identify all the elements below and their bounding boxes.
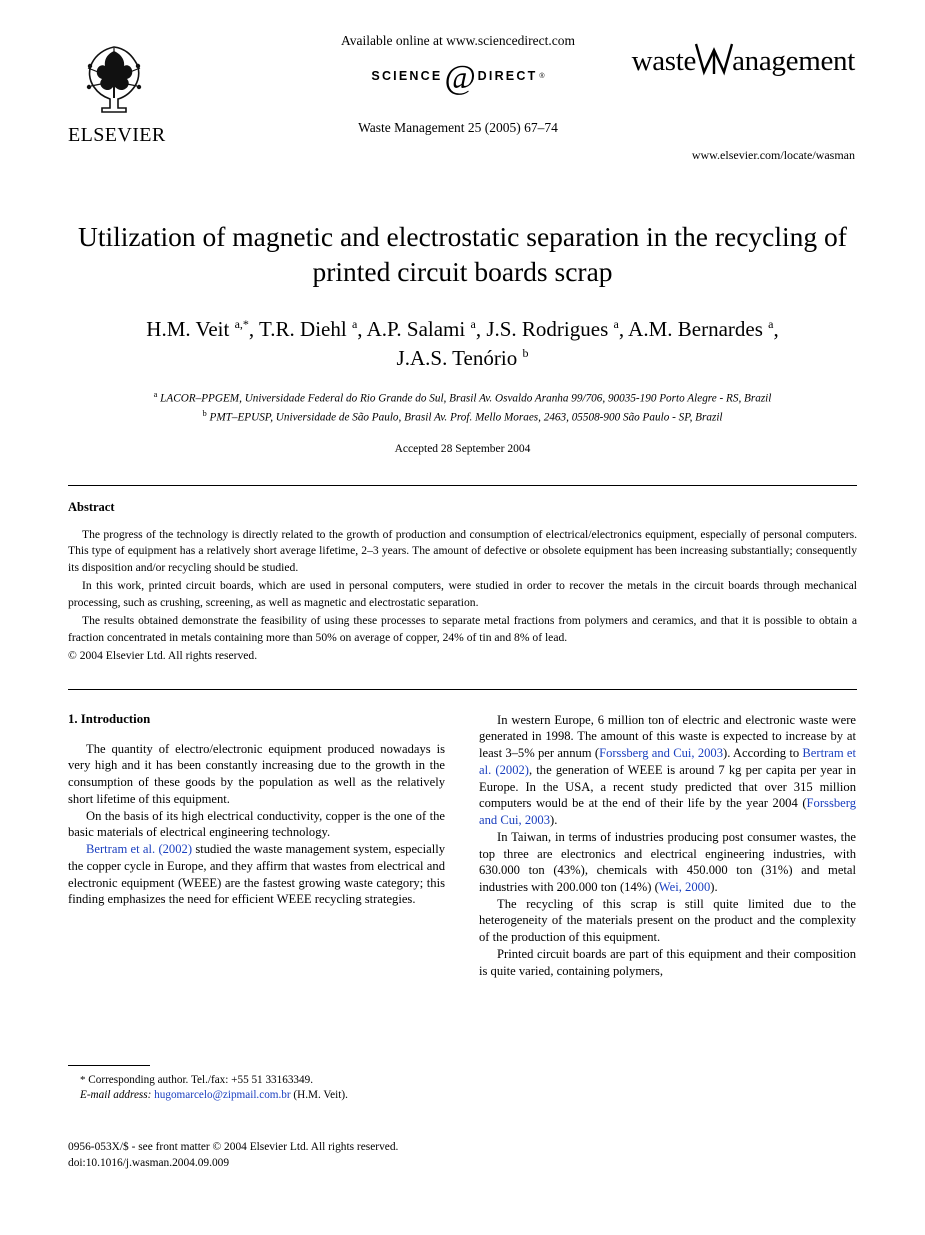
right-paragraph-1-b: ). According to xyxy=(723,746,803,761)
masthead xyxy=(68,0,855,175)
footnote-email-line xyxy=(68,1088,445,1103)
journal-url: www.elsevier.com/locate/wasman xyxy=(691,148,855,162)
sciencedirect-right-text: DIRECT xyxy=(477,69,538,83)
affiliation-a: $^a$ LACOR–PPGEM, Universidade Federal do Rio Grande do Sul, Brasil Av. Osvaldo Aranha 99/706, 90035-190 Porto Alegre - RS, Brazil xyxy=(153,389,772,405)
asterisk-icon: * xyxy=(80,1074,86,1086)
right-paragraph-1-a: In western Europe, 6 million ton of electric and electronic waste were generated in 1998. The amount of this waste is expected to increase by at least 3–5% per annum ( xyxy=(479,712,856,761)
citation-link-forssberg-1[interactable]: Forssberg and Cui, 2003 xyxy=(599,746,724,761)
divider-top xyxy=(68,485,857,486)
abstract-section xyxy=(68,500,857,665)
citation-link-bertram-2[interactable]: Bertram et al. (2002) xyxy=(479,746,857,777)
journal-citation: Waste Management 25 (2005) 67–74 xyxy=(358,120,558,135)
right-paragraph-2-a: In Taiwan, in terms of industries producing post consumer wastes, the top three are electronics and electrical engineering industries, with 630.000 ton (43%), chemicals with 450.000 ton (31%) and metal industries with 200.000 ton (14%) ( xyxy=(479,829,856,894)
intro-paragraph-1: The quantity of electro/electronic equipment produced nowadays is very high and it has been constantly increasing due to the growth in the consumption of these goods by the population as well as the relatively short lifetime of this equipment. xyxy=(68,741,445,806)
issn-line: 0956-053X/$ - see front matter © 2004 Elsevier Ltd. All rights reserved. xyxy=(68,1141,399,1153)
journal-logo-waste: waste xyxy=(631,45,697,77)
affiliation-b-text: PMT–EPUSP, Universidade de São Paulo, Brasil Av. Prof. Mello Moraes, 2463, 05508-900 São Paulo - SP, Brazil xyxy=(209,411,723,424)
divider-bottom xyxy=(68,689,857,690)
wave-m-icon xyxy=(694,42,734,84)
elsevier-tree-icon xyxy=(74,42,154,120)
author-list: H.M. Veit $^{a,*}$, T.R. Diehl $^a$, A.P. Salami $^a$, J.S. Rodrigues $^a$, A.M. Bernardes $^a$, J.A.S. Tenório $^b$ xyxy=(146,317,779,370)
footnote-email-label: E-mail address: xyxy=(80,1089,152,1102)
body-columns xyxy=(68,712,857,980)
page-title: Utilization of magnetic and electrostatic separation in the recycling of printed circuit boards scrap xyxy=(78,221,847,288)
right-paragraph-2 xyxy=(479,829,856,896)
citation-link-bertram[interactable]: Bertram et al. (2002) xyxy=(86,842,193,857)
abstract-heading: Abstract xyxy=(68,500,115,514)
sciencedirect-left-text: SCIENCE xyxy=(371,69,443,83)
intro-paragraph-3 xyxy=(68,841,445,908)
abstract-paragraph-3: The results obtained demonstrate the feasibility of using these processes to separate metal fractions from polymers and ceramics, and that it is possible to obtain a fraction concentrated in metals containing more than 50% on average of copper, 24% of tin and 8% of lead. xyxy=(68,614,857,644)
column-right xyxy=(479,712,856,980)
elsevier-wordmark: ELSEVIER xyxy=(68,124,166,146)
journal-logo-management: anagement xyxy=(732,45,855,77)
journal-logo xyxy=(565,42,855,84)
doi-line: doi:10.1016/j.wasman.2004.09.009 xyxy=(68,1156,230,1169)
available-online-text: Available online at www.sciencedirect.com xyxy=(341,33,575,48)
footnote-corresponding-text: Corresponding author. Tel./fax: +55 51 33163349. xyxy=(88,1074,313,1086)
accepted-date: Accepted 28 September 2004 xyxy=(394,443,531,455)
footnote-email-owner: (H.M. Veit). xyxy=(293,1089,348,1102)
citation-link-forssberg-2[interactable]: Forssberg and Cui, 2003 xyxy=(479,796,856,828)
right-paragraph-2-b: ). xyxy=(710,879,718,894)
at-symbol-icon: @ xyxy=(444,59,476,96)
right-paragraph-3: The recycling of this scrap is still quite limited due to the heterogeneity of the materials present on the product and the complexity of the production of this equipment. xyxy=(479,896,856,945)
page-footer xyxy=(68,1140,488,1171)
intro-paragraph-2: On the basis of its high electrical conductivity, copper is the one of the basic materials of electrical engineering technology. xyxy=(68,808,445,840)
elsevier-logo xyxy=(68,42,166,147)
abstract-paragraph-2: In this work, printed circuit boards, which are used in personal computers, were studied in order to recover the metals in the circuit boards through mechanical processing, such as crushing, screening, as well as magnetic and electrostatic separation. xyxy=(68,579,857,609)
right-paragraph-4: Printed circuit boards are part of this equipment and their composition is quite varied, containing polymers, xyxy=(479,946,856,978)
affiliation-b: $^b$ PMT–EPUSP, Universidade de São Paulo, Brasil Av. Prof. Mello Moraes, 2463, 05508-900 São Paulo - SP, Brazil xyxy=(202,408,723,424)
intro-paragraph-3-text: studied the waste management system, especially the copper cycle in Europe, and they affirm that wastes from electrical and electronic equipment (WEEE) are the fastest growing waste category; this finding emphasizes the need for efficient WEEE recycling strategies. xyxy=(68,842,446,907)
right-paragraph-1 xyxy=(479,712,856,829)
affiliations xyxy=(76,388,849,426)
right-paragraph-1-c: , the generation of WEEE is around 7 kg per capita per year in Europe. In the USA, a recent study predicted that over 315 million computers would be at the end of their life by the year 2004 ( xyxy=(479,762,856,811)
footnote-corresponding-author xyxy=(68,1073,445,1088)
footnote-divider xyxy=(68,1065,150,1066)
title-block xyxy=(76,219,849,455)
email-link[interactable]: hugomarcelo@zipmail.com.br xyxy=(154,1089,291,1102)
abstract-paragraph-1: The progress of the technology is directly related to the growth of production and consumption of electrical/electronics equipment, especially of personal computers. This type of equipment has a relatively short average lifetime, 2–3 years. The amount of defective or obsolete equipment has been increasing substantially; consequently its disposition and/or recycling should be studied. xyxy=(68,528,857,574)
right-paragraph-1-d: ). xyxy=(550,813,558,828)
footnote-block xyxy=(68,1065,445,1103)
affiliation-a-text: LACOR–PPGEM, Universidade Federal do Rio Grande do Sul, Brasil Av. Osvaldo Aranha 99/706, 90035-190 Porto Alegre - RS, Brazil xyxy=(160,392,772,405)
section-heading-introduction: 1. Introduction xyxy=(68,711,151,726)
registered-mark-icon: ® xyxy=(539,72,545,80)
citation-link-wei[interactable]: Wei, 2000 xyxy=(658,879,711,894)
abstract-copyright: © 2004 Elsevier Ltd. All rights reserved. xyxy=(68,649,258,663)
column-left xyxy=(68,712,445,980)
